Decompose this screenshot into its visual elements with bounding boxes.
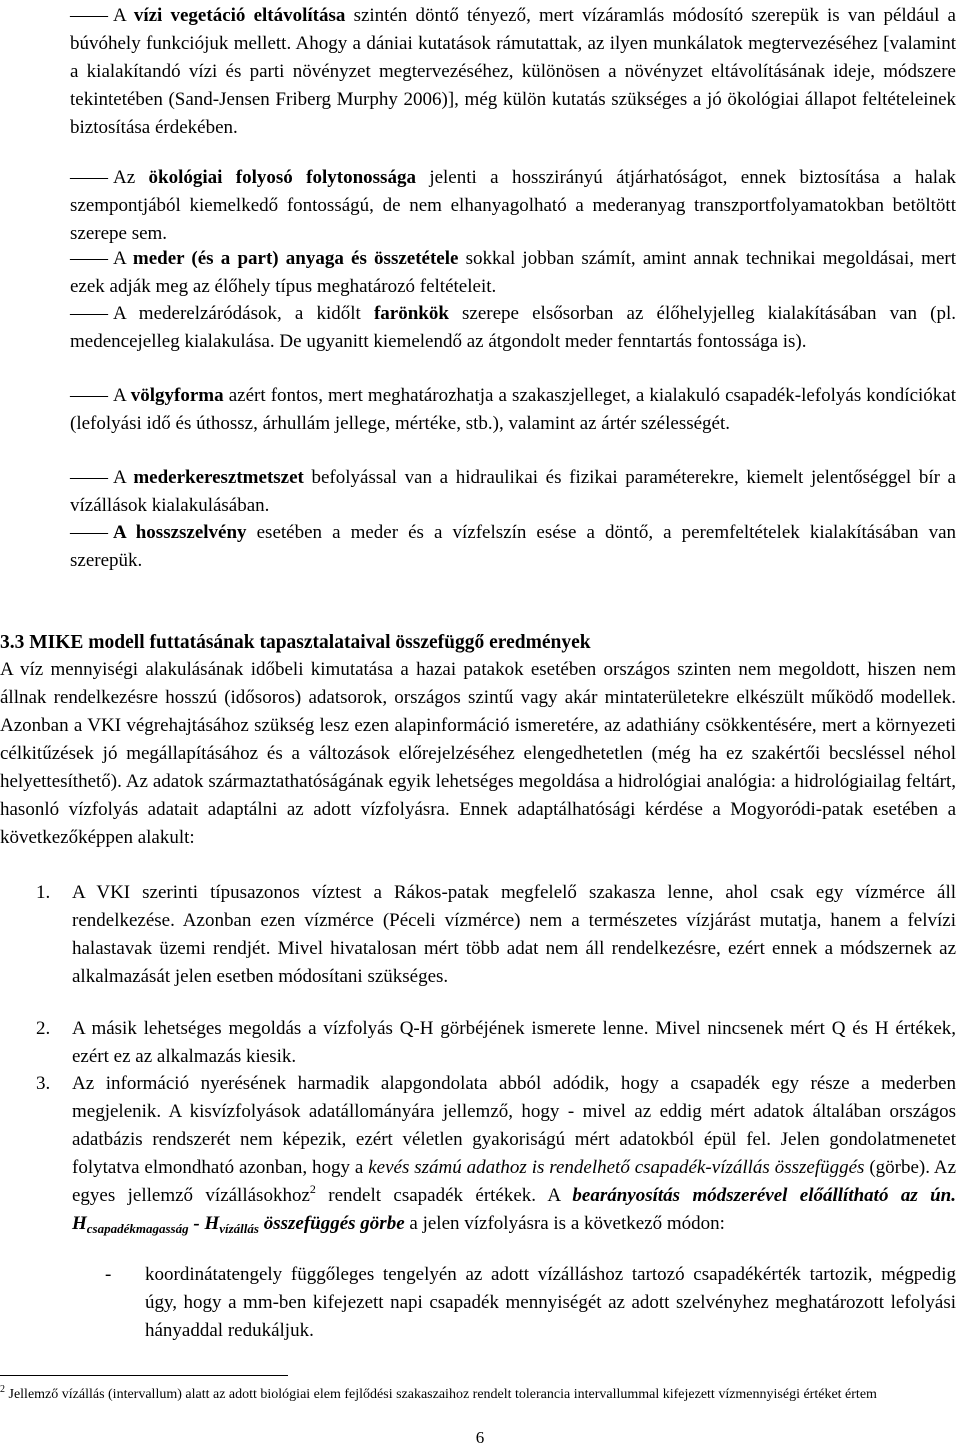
footnote-reference: 2 <box>309 1182 316 1196</box>
list-number: 1. <box>36 882 51 903</box>
dash-marker: —— <box>70 303 108 324</box>
paragraph-cross-section: —— A mederkeresztmetszet befolyással van a hidraulikai és fizikai paraméterekre, kiemelt jelentőséggel bír a vízállások kialakulásában. <box>70 467 956 516</box>
footnote-number: 2 <box>0 1384 5 1395</box>
paragraph-bed-material: —— A meder (és a part) anyaga és összetétele sokkal jobban számít, amint annak technikai megoldásai, mert ezek adják meg az élőhely típus meghatározó feltételeit. <box>70 248 956 297</box>
footnote-separator <box>0 1375 288 1376</box>
paragraph-vegetation: —— A vízi vegetáció eltávolítása szintén döntő tényező, mert vízáramlás módosító szerepük is van például a búvóhely funkciójuk mellett. Ahogy a dániai kutatások rámutattak, az ilyen munkálatok megtervezéséhez [valamint a kialakítandó vízi és parti növényzet megtervezéséhez, különösen a növényzet eltávolításának ideje, módszere tekintetében (Sand-Jensen Friberg Murphy 2006)], még külön kutatás szükséges a jó ökológiai állapot feltételeinek biztosítása érdekében. <box>70 5 956 138</box>
footnote <box>0 1384 956 1405</box>
paragraph-ecological-corridor: —— Az ökológiai folyosó folytonossága jelenti a hosszirányú átjárhatóságot, ennek biztosítása a halak szempontjából kiemelkedő fontosságú, de nem elhanyagolható a mederanyag transzportfolyamatokban betöltött szerepe sem. <box>70 167 957 244</box>
dash-marker: —— <box>70 5 108 26</box>
list-number: 2. <box>36 1018 51 1039</box>
dash-marker: —— <box>70 167 108 188</box>
paragraph-valley-form: —— A völgyforma azért fontos, mert meghatározhatja a szakaszjelleget, a kialakuló csapadék-lefolyás kondíciókat (lefolyási idő és úthossz, árhullám jellege, mértéke, stb.), valamint az ártér szélességét. <box>70 385 956 434</box>
paragraph-logs: —— A mederelzáródások, a kidőlt farönkök szerepe elsősorban az élőhelyjelleg kialakításában van (pl. medencejelleg kialakulása. De ugyanitt kiemelendő az átgondolt meder fenntartás fontossága is). <box>70 303 957 352</box>
dash-marker: —— <box>70 467 108 488</box>
paragraph-longitudinal: —— A hosszszelvény esetében a meder és a vízfelszín esése a döntő, a peremfeltételek kialakításában van szerepük. <box>70 522 956 571</box>
sub-list-text: koordinátatengely függőleges tengelyén az adott vízálláshoz tartozó csapadékérték tartozik, mégpedig úgy, hogy a mm-ben kifejezett napi csapadék mennyiségét az adott szelvényhez meghatározott lefolyási hányaddal redukáljuk. <box>145 1264 956 1341</box>
list-item-text: A VKI szerinti típusazonos víztest a Rákos-patak megfelelő szakasza lenne, ahol csak egy vízmérce áll rendelkezése. Azonban ezen vízmérce (Péceli vízmérce) nem a természetes vízjárást mutatja, hanem a felvízi halastavak üzemi rendjét. Mivel hivatalosan mért több adat nem áll rendelkezésre, ezért ennek a módszernek az alkalmazását jelen esetben módosítani szükséges. <box>72 882 956 987</box>
list-number: 3. <box>36 1073 51 1094</box>
page-number: 6 <box>475 1428 485 1447</box>
section-paragraph: A víz mennyiségi alakulásának időbeli kimutatása a hazai patakok esetében országos szinten nem megoldott, hiszen nem állnak rendelkezésre hosszú (idősoros) adatsorok, országos szintű vagy akár mintaterületekre elkészült működő modellek. Azonban a VKI végrehajtásához szükség lesz ezen alapinformáció ismeretére, az adathiány csökkentésére, mert a környezeti célkitűzések jó megállapításához és a változások előrejelzéséhez elengedhetetlen (még ha ez szakértői becsléssel néhol helyettesíthető). Az adatok származtathatóságának egyik lehetséges megoldása a hidrológiai analógia: a hidrológiailag feltárt, hasonló vízfolyás adatait adaptálni az adott vízfolyásra. Ennek adaptálhatósági kérdése a Mogyoródi-patak esetében a következőképpen alakult: <box>0 659 956 848</box>
list-item-text: Az információ nyerésének harmadik alapgondolata abból adódik, hogy a csapadék egy része a mederben megjelenik. A kisvízfolyások adatállományára jellemző, hogy - mivel az eddig mért adatok általában országos adatbázis rendszerét nem képezik, ezért véletlen gyakoriságú mért adatokból épül fel. Jelen gondolatmenetet folytatva elmondható azonban, hogy a kevés számú adathoz is rendelhető csapadék-vízállás összefüggés (görbe). Az egyes jellemző vízállásokhoz$^2$ rendelt csapadék értékek. A bearányosítás módszerével előállítható az ún. $H_{csapadékmagasság} - H_{vízállás}$ összefüggés görbe a jelen vízfolyásra is a következő módon: <box>72 1073 957 1236</box>
section-heading: 3.3 MIKE modell futtatásának tapasztalataival összefüggő eredmények <box>0 632 591 653</box>
list-item-text: A másik lehetséges megoldás a vízfolyás Q-H görbéjének ismerete lenne. Mivel nincsenek mért Q és H értékek, ezért ez az alkalmazás kiesik. <box>72 1018 956 1067</box>
sub-list-marker: - <box>105 1264 112 1285</box>
dash-marker: —— <box>70 248 108 269</box>
footnote-text: Jellemző vízállás (intervallum) alatt az adott biológiai elem fejlődési szakaszaihoz rendelt tolerancia intervallummal kifejezett vízmennyiségi értéket értem <box>5 1387 877 1402</box>
dash-marker: —— <box>70 385 108 406</box>
dash-marker: —— <box>70 522 108 543</box>
